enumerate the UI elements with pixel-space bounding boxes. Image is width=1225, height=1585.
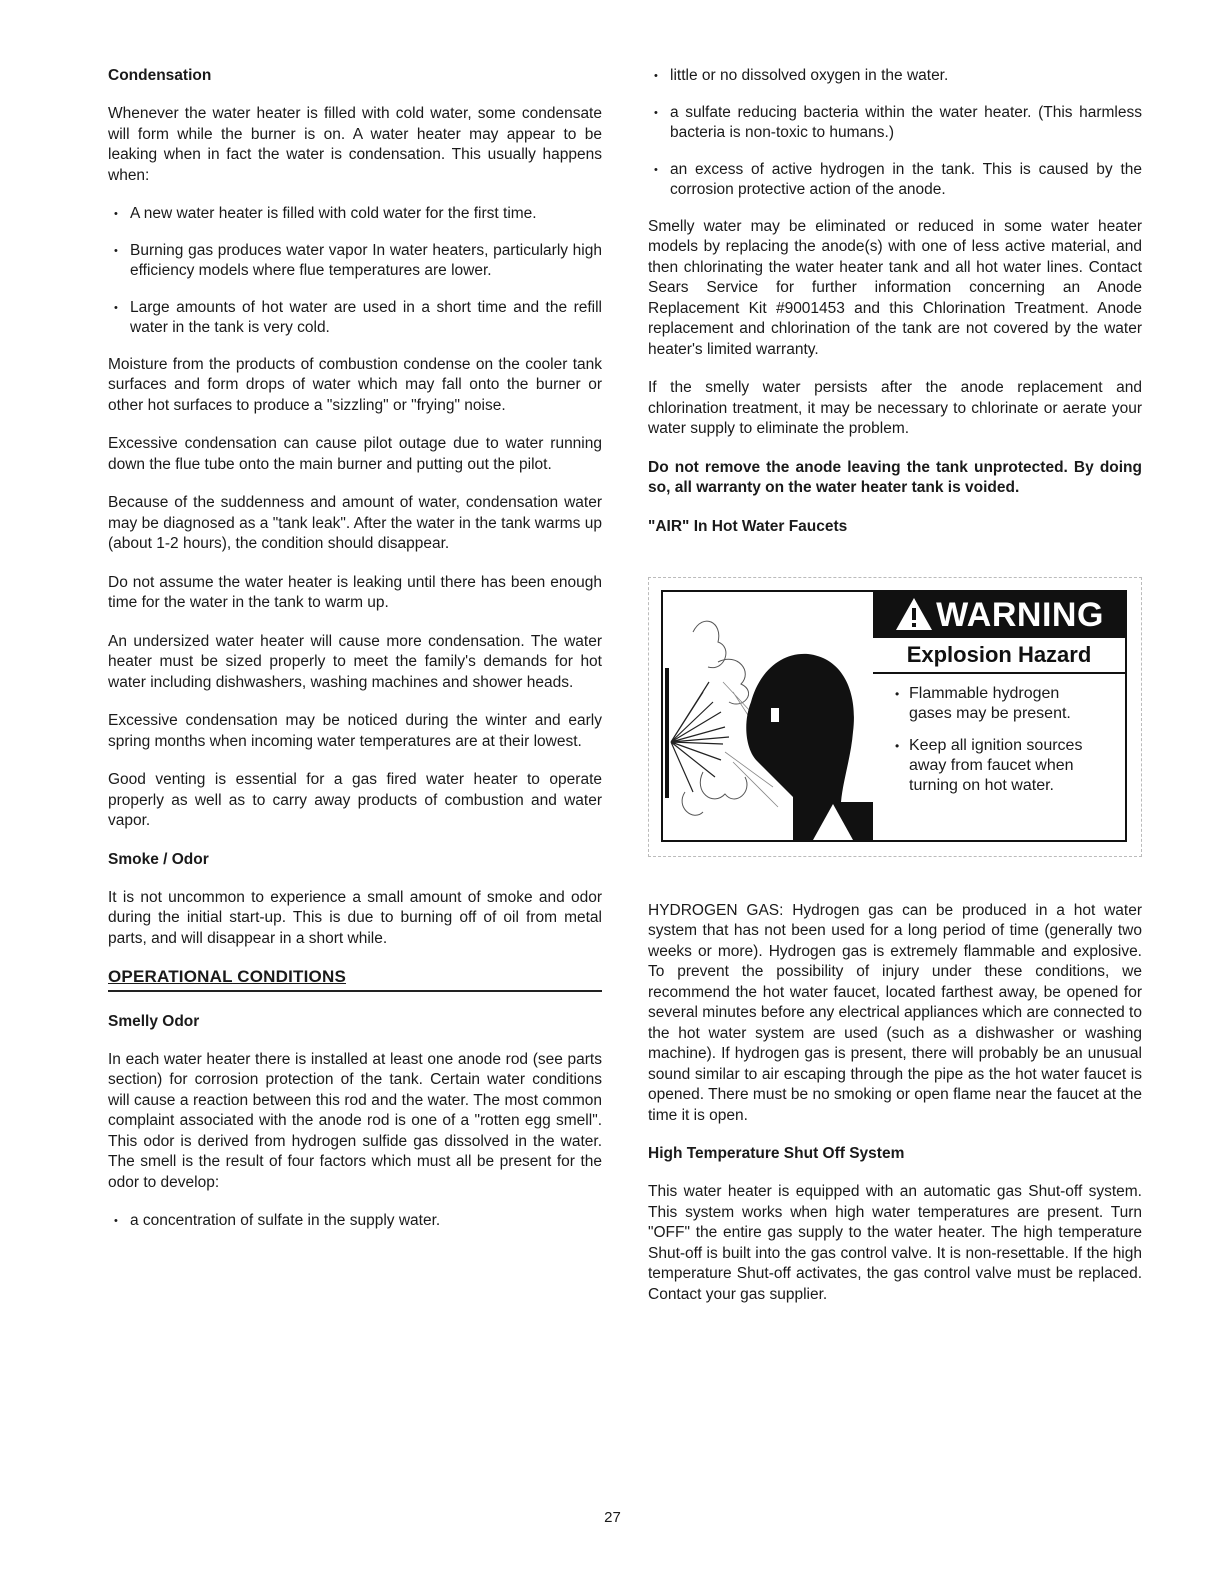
list-item: • A new water heater is filled with cold water for the first time. <box>108 204 602 225</box>
condensation-paragraph: Good venting is essential for a gas fired water heater to operate properly as well as to carry away products of combustion and water vapor. <box>108 771 602 829</box>
alert-triangle-icon <box>894 596 934 632</box>
list-item: • little or no dissolved oxygen in the water. <box>648 66 1142 87</box>
warning-body <box>895 684 1105 808</box>
warning-label-frame <box>648 577 1142 857</box>
condensation-heading: Condensation <box>108 67 212 84</box>
explosion-hazard-pictogram <box>663 592 873 840</box>
right-column <box>648 66 1142 1323</box>
air-in-faucets-heading: "AIR" In Hot Water Faucets <box>648 517 848 535</box>
warning-title: WARNING <box>936 595 1104 634</box>
list-item: • an excess of active hydrogen in the tank. This is caused by the corrosion protective action of the anode. <box>648 160 1142 201</box>
warning-subtitle: Explosion Hazard <box>873 638 1125 674</box>
smelly-odor-heading: Smelly Odor <box>108 1012 200 1030</box>
warning-header <box>873 592 1125 638</box>
condensation-paragraph: Moisture from the products of combustion condense on the cooler tank surfaces and form drops of water which may fall onto the burner or other hot surfaces to produce a "sizzling" or "frying" noise. <box>108 355 602 414</box>
list-item: • Keep all ignition sources away from faucet when turning on hot water. <box>895 736 1105 796</box>
smoke-odor-heading: Smoke / Odor <box>108 850 209 868</box>
list-item: • Flammable hydrogen gases may be present. <box>895 684 1105 724</box>
condensation-paragraph: An undersized water heater will cause more condensation. The water heater must be sized properly to meet the family's demands for hot water including dishwashers, washing machines and shower heads. <box>108 632 602 691</box>
condensation-paragraph: Excessive condensation may be noticed during the winter and early spring months when incoming water temperatures are at their lowest. <box>108 712 602 750</box>
condensation-paragraph: Excessive condensation can cause pilot outage due to water running down the flue tube onto the main burner and putting out the pilot. <box>108 435 602 473</box>
condensation-paragraph: Because of the suddenness and amount of water, condensation water may be diagnosed as a "tank leak". After the water in the tank warms up (about 1-2 hours), the condition should disappear. <box>108 494 602 552</box>
smelly-odor-paragraph: Smelly water may be eliminated or reduced in some water heater models by replacing the anode(s) with one of less active material, and then chlorinating the water heater tank and all hot water lines. Contact Sears Service for further information concerning an Anode Replacement Kit #9001453 and this Chlorination Treatment. Anode replacement and chlorination of the tank are not covered by the water heater's limited warranty. <box>648 217 1142 358</box>
shutoff-paragraph: This water heater is equipped with an automatic gas Shut-off system. This system works when high water temperatures are present. Turn "OFF" the entire gas supply to the water heater. The high temperature Shut-off is built into the gas control valve. It is non-resettable. If the high temperature Shut-off activates, the gas control valve must be replaced. Contact your gas supplier. <box>648 1183 1142 1303</box>
smelly-odor-paragraph: If the smelly water persists after the anode replacement and chlorination treatment, it may be necessary to chlorinate or aerate your water supply to eliminate the problem. <box>648 379 1142 437</box>
list-item: • Large amounts of hot water are used in a short time and the refill water in the tank is very cold. <box>108 298 602 339</box>
condensation-paragraph: Do not assume the water heater is leaking until there has been enough time for the water in the tank to warm up. <box>108 573 602 611</box>
list-item: • a sulfate reducing bacteria within the water heater. (This harmless bacteria is non-toxic to humans.) <box>648 103 1142 144</box>
smoke-odor-paragraph: It is not uncommon to experience a small amount of smoke and odor during the initial start-up. This is due to burning off of oil from metal parts, and will disappear in a short while. <box>108 888 602 947</box>
smelly-odor-bullet-list-continued <box>648 66 1142 201</box>
shutoff-heading: High Temperature Shut Off System <box>648 1145 905 1162</box>
list-item: • Burning gas produces water vapor In water heaters, particularly high efficiency models where flue temperatures are lower. <box>108 241 602 282</box>
smelly-odor-paragraph: In each water heater there is installed at least one anode rod (see parts section) for corrosion protection of the tank. Certain water conditions will cause a reaction between this rod and the water. The most common complaint associated with the anode rod is one of a "rotten egg smell". This odor is derived from hydrogen sulfide gas dissolved in the water. The smell is the result of four factors which must all be present for the odor to develop: <box>108 1050 602 1191</box>
warning-label <box>661 590 1127 842</box>
page-number: 27 <box>604 1509 621 1526</box>
operational-conditions-title: OPERATIONAL CONDITIONS <box>108 967 602 992</box>
anode-warning-text: Do not remove the anode leaving the tank unprotected. By doing so, all warranty on the water heater tank is voided. <box>648 458 1142 496</box>
condensation-bullet-list <box>108 204 602 339</box>
hydrogen-gas-paragraph: HYDROGEN GAS: Hydrogen gas can be produced in a hot water system that has not been used for a long period of time (generally two weeks or more). Hydrogen gas is extremely flammable and explosive. To prevent the possibility of injury under these conditions, we recommend the hot water faucet, located farthest away, be opened for several minutes before any electrical appliances which are connected to the hot water system are used (such as a dishwasher or washing machine). If hydrogen gas is present, there will probably be an unusual sound similar to air escaping through the pipe as the hot water faucet is opened. There must be no smoking or open flame near the faucet at the time it is open. <box>648 901 1142 1124</box>
left-column <box>108 66 602 1248</box>
list-item: • a concentration of sulfate in the supply water. <box>108 1211 602 1232</box>
condensation-paragraph: Whenever the water heater is filled with cold water, some condensate will form while the burner is on. A water heater may appear to be leaking when in fact the water is condensation. This usually happens when: <box>108 105 602 184</box>
smelly-odor-bullet-list <box>108 1211 602 1232</box>
